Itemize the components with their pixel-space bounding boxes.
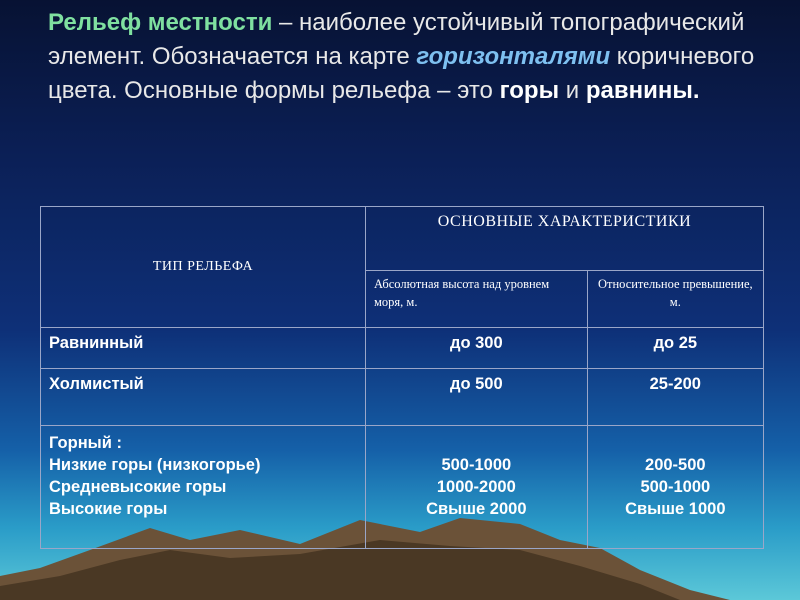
intro-paragraph	[48, 6, 768, 108]
intro-text-2: коричневого цвета. Основные формы рельефа – это	[48, 43, 755, 104]
header-relative-elevation: Относительное превышение, м.	[587, 271, 763, 328]
table-row	[41, 328, 764, 369]
relief-type-cell: Холмистый	[41, 369, 366, 426]
header-relief-type: ТИП РЕЛЬЕФА	[41, 207, 366, 328]
mountain-type: Высокие горы	[49, 500, 168, 518]
relief-type-cell	[41, 426, 366, 549]
absolute-height-cell: до 500	[366, 369, 588, 426]
mountain-type: Средневысокие горы	[49, 478, 227, 496]
mountain-rel: Свыше 1000	[625, 500, 726, 518]
mountain-abs: 500-1000	[441, 456, 512, 474]
table-row	[41, 426, 764, 549]
intro-term: Рельеф местности	[48, 9, 273, 36]
mountain-rel: 500-1000	[640, 478, 711, 496]
header-main-characteristics: ОСНОВНЫЕ ХАРАКТЕРИСТИКИ	[366, 207, 764, 271]
intro-accent: горизонталями	[416, 43, 611, 70]
absolute-height-cell: до 300	[366, 328, 588, 369]
relative-elevation-cell: до 25	[587, 328, 763, 369]
intro-text-3: и	[559, 77, 586, 104]
mountain-abs: Свыше 2000	[426, 500, 527, 518]
mountain-type: Низкие горы (низкогорье)	[49, 456, 261, 474]
relative-elevation-cell: 25-200	[587, 369, 763, 426]
mountain-rel: 200-500	[645, 456, 706, 474]
absolute-height-cell	[366, 426, 588, 549]
relief-type-cell: Равнинный	[41, 328, 366, 369]
intro-bold-2: равнины.	[585, 77, 700, 104]
table-header-row	[41, 207, 764, 271]
mountain-abs: 1000-2000	[436, 478, 516, 496]
table-row	[41, 369, 764, 426]
mountain-title: Горный :	[49, 434, 122, 452]
intro-bold-1: горы	[499, 77, 560, 104]
relief-table	[40, 206, 764, 549]
header-absolute-height: Абсолютная высота над уровнем моря, м.	[366, 271, 588, 328]
intro-text-1: – наиболее устойчивый топографический элемент. Обозначается на карте	[48, 9, 745, 70]
relative-elevation-cell	[587, 426, 763, 549]
